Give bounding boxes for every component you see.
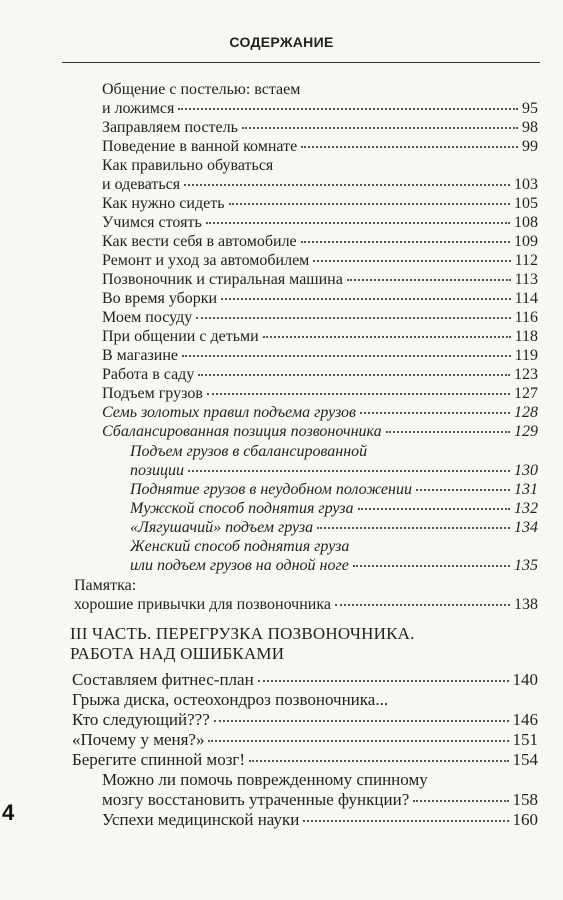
toc-entry (102, 99, 538, 118)
toc-entry (72, 750, 538, 769)
dot-leader (263, 336, 511, 338)
toc-entry-text: Работа в саду (102, 366, 195, 383)
toc-page-number: 134 (514, 519, 538, 536)
toc-page-number: 158 (512, 790, 538, 809)
toc-entry-text: мозгу восстановить утраченные функции? (102, 790, 410, 809)
toc-page-number: 123 (514, 366, 538, 383)
toc-entry (130, 499, 538, 518)
dot-leader (242, 127, 518, 129)
dot-leader (360, 412, 510, 414)
toc-entry-text: «Лягушачий» подъем груза (130, 519, 314, 536)
toc-entry (102, 327, 538, 346)
toc-entry-text: При общении с детьми (102, 328, 259, 345)
running-header: СОДЕРЖАНИЕ (229, 34, 334, 50)
toc-entry-text: «Почему у меня?» (72, 730, 205, 749)
toc-page-number: 95 (522, 100, 538, 117)
toc-entry-text: Подъем грузов (102, 385, 203, 402)
toc-entry-text: Позвоночник и стиральная машина (102, 271, 343, 288)
toc-entry-text: Кто следующий??? (72, 710, 210, 729)
toc-page-number: 129 (514, 423, 538, 440)
toc-entry (130, 518, 538, 537)
toc-entry (102, 790, 538, 809)
dot-leader (214, 720, 509, 722)
toc-entry-text: Берегите спинной мозг! (72, 750, 246, 769)
toc-entry-text: Ремонт и уход за автомобилем (102, 252, 310, 269)
toc-page-number: 103 (514, 176, 538, 193)
dot-leader (229, 203, 511, 205)
toc-entry (102, 346, 538, 365)
toc-entry (102, 251, 538, 270)
toc-page-number: 109 (514, 233, 538, 250)
dot-leader (386, 431, 510, 433)
toc-page-number: 160 (512, 810, 538, 829)
toc-entry-text: Женский способ поднятия груза (130, 538, 350, 555)
toc-page-number: 154 (512, 750, 538, 769)
toc-page-number: 138 (514, 596, 538, 613)
toc-entry-text: Памятка: (74, 577, 137, 594)
toc-page-number: 108 (514, 214, 538, 231)
toc-entry (102, 232, 538, 251)
toc-entry (102, 137, 538, 156)
toc-entry-text: или подъем грузов на одной ноге (130, 557, 349, 574)
dot-leader (258, 680, 509, 682)
dot-leader (335, 604, 510, 606)
toc-entry-text: Моем посуду (102, 309, 193, 326)
toc-page-number: 151 (512, 730, 538, 749)
toc-entry (130, 480, 538, 499)
dot-leader (413, 800, 508, 802)
toc-entry-text: Семь золотых правил подъема грузов (102, 404, 356, 421)
dot-leader (196, 317, 510, 319)
dot-leader (317, 527, 510, 529)
toc-page-number: 116 (514, 309, 538, 326)
dot-leader (301, 146, 518, 148)
toc-entry (102, 384, 538, 403)
dot-leader (347, 279, 511, 281)
toc-entry-text: Поднятие грузов в неудобном положении (130, 481, 412, 498)
toc-page-number: 128 (514, 404, 538, 421)
toc-entry-text: Во время уборки (102, 290, 218, 307)
toc-entry (102, 213, 538, 232)
toc-entry (102, 810, 538, 829)
toc-entry-text: Можно ли помочь поврежденному спинному (102, 770, 428, 789)
toc-page-number: 140 (512, 670, 538, 689)
dot-leader (301, 241, 510, 243)
toc-entry-text: Поведение в ванной комнате (102, 138, 298, 155)
toc-entry-text: и ложимся (102, 100, 175, 117)
toc-entry (102, 365, 538, 384)
toc-entry (102, 289, 538, 308)
toc-entry (102, 422, 538, 441)
toc-entry-text: Общение с постелью: встаем (102, 81, 301, 98)
toc-entry (72, 670, 538, 689)
toc-entry-text: Как вести себя в автомобиле (102, 233, 297, 250)
toc-entry (102, 175, 538, 194)
dot-leader (207, 393, 510, 395)
toc-entry-text: Мужской способ поднятия груза (130, 500, 354, 517)
toc-page-number: 105 (514, 195, 538, 212)
dot-leader (208, 740, 508, 742)
dot-leader (184, 184, 510, 186)
toc-entry (102, 118, 538, 137)
dot-leader (178, 108, 518, 110)
toc-entry-text: Как правильно обуваться (102, 157, 274, 174)
toc-entry-text: Подъем грузов в сбалансированной (130, 443, 368, 460)
toc-entry-text: Как нужно сидеть (102, 195, 225, 212)
dot-leader (221, 298, 511, 300)
toc-page-number: 112 (514, 252, 538, 269)
toc-page-number: 127 (514, 385, 538, 402)
dot-leader (249, 760, 508, 762)
toc-entry-text: хорошие привычки для позвоночника (74, 596, 331, 613)
dot-leader (198, 374, 510, 376)
toc-entry-text: Заправляем постель (102, 119, 238, 136)
toc-page-number: 146 (512, 710, 538, 729)
toc-entry-text: В магазине (102, 347, 178, 364)
toc-entry-text: Составляем фитнес-план (72, 670, 254, 689)
page-number: 4 (2, 800, 15, 825)
dot-leader (358, 508, 510, 510)
dot-leader (416, 489, 510, 491)
toc-entry-text: Успехи медицинской науки (102, 810, 300, 829)
part-heading-line2: РАБОТА НАД ОШИБКАМИ (70, 644, 285, 663)
toc-entry (102, 194, 538, 213)
toc-entry (130, 461, 538, 480)
toc-page-number: 135 (514, 557, 538, 574)
toc-page-number: 113 (514, 271, 538, 288)
toc-entry-text: позиции (130, 462, 185, 479)
toc-page-number: 114 (514, 290, 538, 307)
toc-entry (102, 270, 538, 289)
toc-entry (102, 403, 538, 422)
toc-entry (72, 710, 538, 729)
dot-leader (188, 470, 510, 472)
dot-leader (313, 260, 510, 262)
dot-leader (182, 355, 511, 357)
toc-entry-text: Грыжа диска, остеохондроз позвоночника... (72, 690, 389, 709)
toc-page-number: 118 (514, 328, 538, 345)
toc-entry (74, 595, 538, 614)
dot-leader (206, 222, 510, 224)
toc-entry (102, 308, 538, 327)
toc-page-number: 119 (514, 347, 538, 364)
part-heading-line1: III ЧАСТЬ. ПЕРЕГРУЗКА ПОЗВОНОЧНИКА. (70, 624, 415, 643)
dot-leader (303, 820, 508, 822)
dot-leader (353, 565, 510, 567)
toc-page-number: 131 (514, 481, 538, 498)
toc-entry-text: Учимся стоять (102, 214, 202, 231)
toc-entry (130, 556, 538, 575)
toc-page-number: 99 (522, 138, 538, 155)
toc-entry (72, 730, 538, 749)
toc-page-number: 132 (514, 500, 538, 517)
toc-page-number: 98 (522, 119, 538, 136)
toc-page-number: 130 (514, 462, 538, 479)
toc-entry-text: Сбалансированная позиция позвоночника (102, 423, 382, 440)
toc-entry-text: и одеваться (102, 176, 181, 193)
